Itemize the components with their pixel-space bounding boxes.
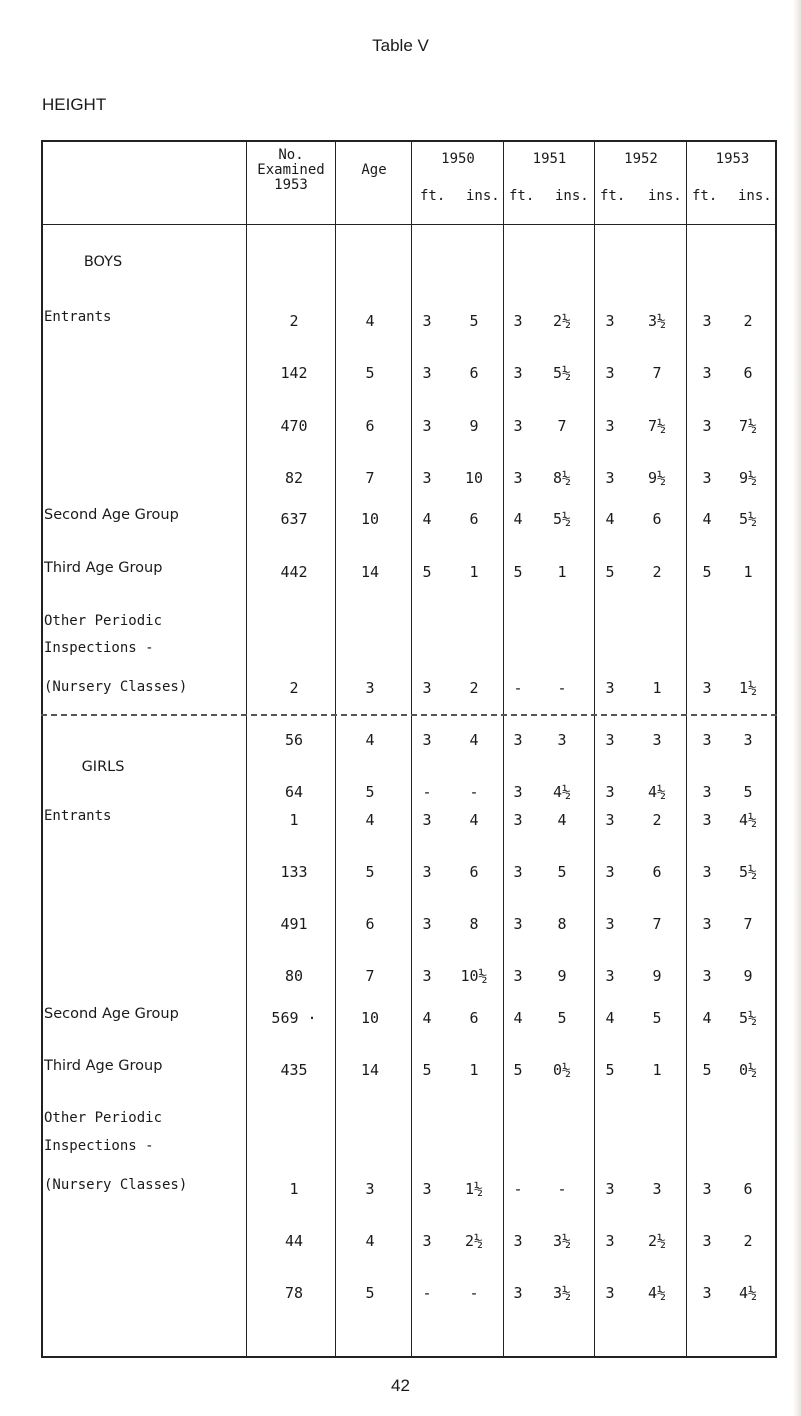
- table-cell-age: 5: [365, 783, 375, 801]
- table-cell-1952-ins: 3½: [647, 312, 667, 330]
- header-ft: ft.: [420, 188, 446, 204]
- table-cell-1950-ins: 10½: [460, 967, 488, 985]
- header-year-1953: 1953: [715, 151, 750, 167]
- table-cell-1953-ft: 3: [702, 783, 712, 801]
- section-title-girls: GIRLS: [81, 759, 125, 775]
- table-cell-1953-ft: 5: [702, 563, 712, 581]
- table-cell-1951-ft: 3: [513, 417, 523, 435]
- table-cell-1951-ins: 5½: [552, 364, 572, 382]
- table-cell-1950-ins: -: [469, 783, 479, 801]
- table-cell-1953-ins: 5½: [738, 1009, 758, 1027]
- table-cell-1951-ft: 3: [513, 915, 523, 933]
- table-cell-1950-ins: 6: [469, 863, 479, 881]
- section-divider: [41, 714, 777, 716]
- table-cell-examined: 133: [280, 863, 308, 881]
- table-cell-examined: 1: [289, 1180, 299, 1198]
- table-cell-1950-ft: -: [422, 1284, 432, 1302]
- table-cell-1951-ins: 8½: [552, 469, 572, 487]
- table-cell-1951-ins: 1: [557, 563, 567, 581]
- table-cell-1953-ft: 3: [702, 679, 712, 697]
- scan-edge: [793, 0, 801, 1416]
- table-cell-1951-ins: 3½: [552, 1232, 572, 1250]
- table-title: Table V: [372, 36, 429, 55]
- table-cell-1951-ft: 3: [513, 312, 523, 330]
- table-cell-examined: 78: [284, 1284, 304, 1302]
- header-year-1951: 1951: [532, 151, 567, 167]
- table-cell-1952-ins: 7: [652, 364, 662, 382]
- table-cell-examined: 435: [280, 1061, 308, 1079]
- table-cell-age: 3: [365, 679, 375, 697]
- row-label-entrants: Entrants: [44, 309, 112, 325]
- table-cell-1950-ft: -: [422, 783, 432, 801]
- table-cell-1953-ins: 3: [743, 731, 753, 749]
- table-cell-1952-ft: 3: [605, 731, 615, 749]
- table-cell-1953-ft: 3: [702, 1180, 712, 1198]
- table-cell-1950-ft: 4: [422, 1009, 432, 1027]
- header-ft: ft.: [692, 188, 718, 204]
- table-cell-1951-ins: 3: [557, 731, 567, 749]
- table-cell-1950-ins: 4: [469, 731, 479, 749]
- header-ins: ins.: [648, 188, 682, 204]
- table-cell-1953-ft: 3: [702, 312, 712, 330]
- table-cell-age: 5: [365, 863, 375, 881]
- table-cell-1950-ft: 3: [422, 863, 432, 881]
- table-cell-examined: 637: [280, 510, 308, 528]
- table-cell-1951-ins: 2½: [552, 312, 572, 330]
- table-cell-1953-ins: 9½: [738, 469, 758, 487]
- table-cell-1951-ft: 3: [513, 469, 523, 487]
- table-cell-1952-ft: 3: [605, 1232, 615, 1250]
- table-cell-1952-ft: 3: [605, 364, 615, 382]
- table-cell-1951-ft: 3: [513, 783, 523, 801]
- table-cell-1951-ins: 9: [557, 967, 567, 985]
- table-cell-1952-ft: 3: [605, 1284, 615, 1302]
- table-cell-age: 7: [365, 967, 375, 985]
- table-cell-1950-ins: 6: [469, 1009, 479, 1027]
- table-cell-1950-ft: 5: [422, 563, 432, 581]
- table-cell-examined: 2: [289, 679, 299, 697]
- table-cell-1950-ft: 3: [422, 679, 432, 697]
- table-cell-examined: 1: [289, 811, 299, 829]
- table-cell-1953-ft: 4: [702, 1009, 712, 1027]
- header-rule: [41, 224, 777, 225]
- table-cell-1951-ft: 3: [513, 863, 523, 881]
- table-cell-examined: 80: [284, 967, 304, 985]
- table-cell-1952-ft: 3: [605, 312, 615, 330]
- table-cell-1951-ins: 0½: [552, 1061, 572, 1079]
- table-cell-1951-ft: 4: [513, 1009, 523, 1027]
- table-cell-1951-ft: 3: [513, 1232, 523, 1250]
- table-cell-1950-ins: 8: [469, 915, 479, 933]
- table-cell-1952-ft: 5: [605, 563, 615, 581]
- table-cell-1950-ins: 2½: [464, 1232, 484, 1250]
- header-year-1952: 1952: [624, 151, 658, 167]
- table-cell-age: 6: [365, 915, 375, 933]
- column-rule: [246, 140, 247, 1358]
- table-cell-age: 4: [365, 811, 375, 829]
- table-cell-1950-ft: 3: [422, 1180, 432, 1198]
- table-cell-1953-ft: 3: [702, 1284, 712, 1302]
- table-cell-1950-ft: 3: [422, 1232, 432, 1250]
- table-cell-1951-ft: 5: [513, 563, 523, 581]
- table-cell-examined: 442: [280, 563, 308, 581]
- table-cell-1950-ins: 6: [469, 510, 479, 528]
- table-cell-age: 7: [365, 469, 375, 487]
- row-label-nursery-classes: (Nursery Classes): [44, 1177, 188, 1193]
- table-cell-1952-ins: 7: [652, 915, 662, 933]
- table-cell-1952-ft: 3: [605, 863, 615, 881]
- table-cell-examined: 64: [284, 783, 304, 801]
- table-cell-1951-ft: 3: [513, 731, 523, 749]
- row-label-inspections: Inspections -: [44, 1138, 154, 1154]
- table-cell-1951-ins: 8: [557, 915, 567, 933]
- header-ft: ft.: [600, 188, 626, 204]
- row-label-other-periodic: Other Periodic: [44, 1110, 163, 1126]
- table-cell-1953-ins: 5½: [738, 863, 758, 881]
- row-label-third-age-group: Third Age Group: [44, 560, 163, 576]
- table-cell-1952-ft: 3: [605, 915, 615, 933]
- table-cell-1950-ft: 3: [422, 915, 432, 933]
- table-cell-1953-ft: 3: [702, 731, 712, 749]
- table-cell-1952-ins: 5: [652, 1009, 662, 1027]
- table-cell-1953-ins: 0½: [738, 1061, 758, 1079]
- table-heading: HEIGHT: [42, 95, 107, 114]
- table-cell-1950-ins: 1: [469, 1061, 479, 1079]
- table-cell-examined: 142: [280, 364, 308, 382]
- header-ins: ins.: [466, 188, 500, 204]
- table-cell-1952-ins: 4½: [647, 1284, 667, 1302]
- table-cell-1952-ins: 4½: [647, 783, 667, 801]
- table-cell-1951-ins: -: [557, 679, 567, 697]
- table-cell-1953-ft: 3: [702, 469, 712, 487]
- table-cell-1953-ins: 4½: [738, 811, 758, 829]
- table-cell-1951-ins: -: [557, 1180, 567, 1198]
- table-cell-1953-ins: 7½: [738, 417, 758, 435]
- table-cell-1951-ft: 4: [513, 510, 523, 528]
- table-cell-1951-ins: 5: [557, 863, 567, 881]
- table-cell-1952-ft: 3: [605, 679, 615, 697]
- table-cell-examined: 82: [284, 469, 304, 487]
- table-cell-1951-ins: 4½: [552, 783, 572, 801]
- table-cell-1952-ins: 1: [652, 1061, 662, 1079]
- table-cell-1953-ft: 3: [702, 1232, 712, 1250]
- table-cell-age: 4: [365, 312, 375, 330]
- table-cell-1953-ft: 3: [702, 811, 712, 829]
- table-cell-1951-ft: 3: [513, 364, 523, 382]
- table-cell-1950-ft: 3: [422, 731, 432, 749]
- table-cell-1951-ins: 4: [557, 811, 567, 829]
- row-label-entrants: Entrants: [44, 808, 112, 824]
- table-cell-1951-ins: 7: [557, 417, 567, 435]
- table-cell-1952-ft: 3: [605, 811, 615, 829]
- table-cell-1952-ft: 3: [605, 1180, 615, 1198]
- table-cell-age: 6: [365, 417, 375, 435]
- table-cell-1952-ft: 5: [605, 1061, 615, 1079]
- table-cell-1950-ins: -: [469, 1284, 479, 1302]
- table-cell-1953-ins: 6: [743, 364, 753, 382]
- table-cell-1950-ins: 9: [469, 417, 479, 435]
- table-cell-1950-ft: 3: [422, 312, 432, 330]
- table-cell-age: 3: [365, 1180, 375, 1198]
- table-cell-1951-ins: 5½: [552, 510, 572, 528]
- table-cell-age: 10: [360, 510, 380, 528]
- table-cell-1953-ins: 4½: [738, 1284, 758, 1302]
- table-cell-1952-ins: 3: [652, 1180, 662, 1198]
- table-cell-1951-ft: 3: [513, 967, 523, 985]
- table-cell-age: 14: [360, 563, 380, 581]
- table-cell-age: 5: [365, 1284, 375, 1302]
- table-cell-1953-ins: 1: [743, 563, 753, 581]
- table-cell-age: 4: [365, 731, 375, 749]
- table-cell-1950-ins: 1: [469, 563, 479, 581]
- table-cell-1953-ins: 7: [743, 915, 753, 933]
- table-cell-1952-ft: 3: [605, 967, 615, 985]
- table-cell-1950-ft: 3: [422, 469, 432, 487]
- row-label-second-age-group: Second Age Group: [44, 1006, 179, 1022]
- table-cell-1950-ins: 2: [469, 679, 479, 697]
- table-cell-1953-ins: 9: [743, 967, 753, 985]
- table-cell-1951-ft: 5: [513, 1061, 523, 1079]
- header-examined: No. Examined 1953: [257, 147, 325, 193]
- table-cell-1950-ins: 1½: [464, 1180, 484, 1198]
- table-cell-1950-ins: 10: [464, 469, 484, 487]
- table-cell-examined: 491: [280, 915, 308, 933]
- table-cell-1952-ins: 2½: [647, 1232, 667, 1250]
- table-cell-1952-ins: 9: [652, 967, 662, 985]
- page-number: 42: [391, 1376, 410, 1395]
- row-label-nursery-classes: (Nursery Classes): [44, 679, 188, 695]
- table-cell-1952-ins: 7½: [647, 417, 667, 435]
- table-cell-1951-ft: -: [513, 1180, 523, 1198]
- table-cell-1953-ft: 3: [702, 915, 712, 933]
- table-cell-1952-ft: 4: [605, 510, 615, 528]
- table-cell-1953-ins: 1½: [738, 679, 758, 697]
- table-cell-examined: 2: [289, 312, 299, 330]
- table-cell-1950-ins: 5: [469, 312, 479, 330]
- table-cell-1953-ins: 2: [743, 1232, 753, 1250]
- table-cell-1952-ft: 4: [605, 1009, 615, 1027]
- table-cell-1950-ft: 3: [422, 967, 432, 985]
- table-cell-age: 10: [360, 1009, 380, 1027]
- table-cell-1953-ft: 3: [702, 967, 712, 985]
- table-cell-1953-ins: 2: [743, 312, 753, 330]
- table-cell-1951-ins: 5: [557, 1009, 567, 1027]
- header-ins: ins.: [555, 188, 589, 204]
- column-rule: [335, 140, 336, 1358]
- header-age: Age: [361, 162, 387, 178]
- table-cell-1953-ins: 6: [743, 1180, 753, 1198]
- table-cell-1952-ins: 3: [652, 731, 662, 749]
- table-cell-examined: 44: [284, 1232, 304, 1250]
- table-cell-1953-ft: 3: [702, 364, 712, 382]
- row-label-third-age-group: Third Age Group: [44, 1058, 163, 1074]
- table-cell-age: 4: [365, 1232, 375, 1250]
- row-label-inspections: Inspections -: [44, 640, 154, 656]
- table-cell-1950-ft: 3: [422, 364, 432, 382]
- table-cell-1953-ft: 4: [702, 510, 712, 528]
- table-cell-1953-ft: 3: [702, 417, 712, 435]
- table-cell-1951-ft: -: [513, 679, 523, 697]
- header-ins: ins.: [738, 188, 772, 204]
- table-cell-1950-ft: 3: [422, 417, 432, 435]
- table-cell-examined: 470: [280, 417, 308, 435]
- header-year-1950: 1950: [441, 151, 475, 167]
- header-ft: ft.: [509, 188, 535, 204]
- table-cell-examined: 569 ·: [271, 1009, 317, 1027]
- section-title-boys: BOYS: [83, 254, 123, 270]
- table-cell-1953-ft: 3: [702, 863, 712, 881]
- table-cell-1950-ins: 4: [469, 811, 479, 829]
- table-cell-1951-ft: 3: [513, 811, 523, 829]
- table-cell-1952-ins: 6: [652, 863, 662, 881]
- table-cell-1951-ins: 3½: [552, 1284, 572, 1302]
- table-cell-1950-ft: 5: [422, 1061, 432, 1079]
- table-cell-1950-ins: 6: [469, 364, 479, 382]
- table-cell-1953-ins: 5½: [738, 510, 758, 528]
- row-label-other-periodic: Other Periodic: [44, 613, 163, 629]
- table-cell-1952-ft: 3: [605, 417, 615, 435]
- table-cell-1950-ft: 3: [422, 811, 432, 829]
- row-label-second-age-group: Second Age Group: [44, 507, 179, 523]
- table-cell-1951-ft: 3: [513, 1284, 523, 1302]
- table-cell-examined: 56: [284, 731, 304, 749]
- table-cell-age: 14: [360, 1061, 380, 1079]
- table-cell-1950-ft: 4: [422, 510, 432, 528]
- table-cell-1952-ft: 3: [605, 469, 615, 487]
- table-cell-1953-ins: 5: [743, 783, 753, 801]
- table-cell-1952-ft: 3: [605, 783, 615, 801]
- table-cell-1952-ins: 9½: [647, 469, 667, 487]
- table-cell-1952-ins: 1: [652, 679, 662, 697]
- table-cell-1952-ins: 6: [652, 510, 662, 528]
- table-cell-1952-ins: 2: [652, 563, 662, 581]
- table-cell-1953-ft: 5: [702, 1061, 712, 1079]
- table-cell-1952-ins: 2: [652, 811, 662, 829]
- table-cell-age: 5: [365, 364, 375, 382]
